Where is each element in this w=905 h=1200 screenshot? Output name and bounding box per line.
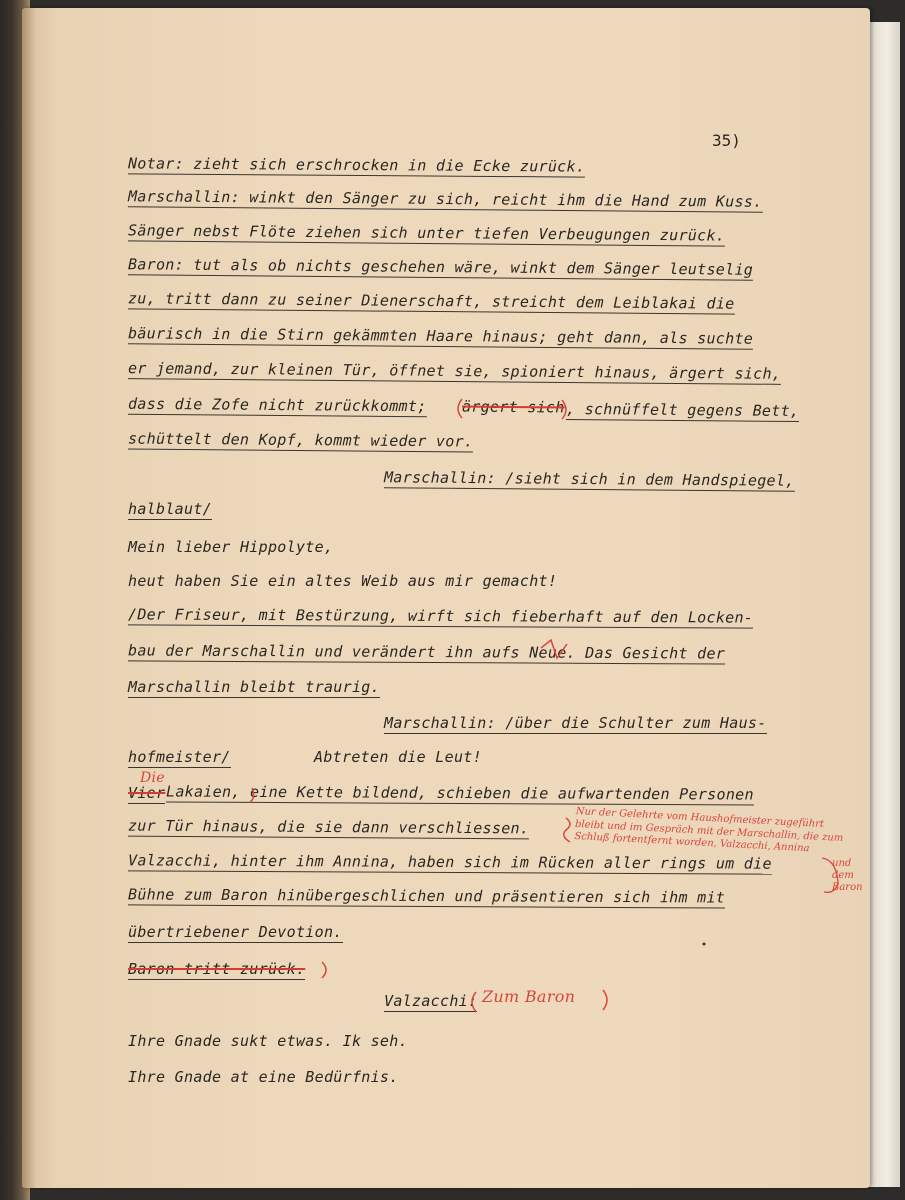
text-line-9: schüttelt den Kopf, kommt wieder vor. [127, 429, 474, 451]
dialogue-line-2: heut haben Sie ein altes Weib aus mir gemacht! [128, 572, 558, 590]
red-annotation-zum-baron: Zum Baron [482, 987, 576, 1006]
dialogue-line-5: Ihre Gnade at eine Bedürfnis. [128, 1068, 399, 1086]
dialogue-line-3: Abtreten die Leut! [314, 748, 482, 766]
text-line-4: Baron: tut als ob nichts geschehen wäre, winkt dem Sänger leutselig [127, 255, 754, 279]
text-line-lakaien-1: Lakaien, eine Kette bildend, schieben die aufwartenden Personen [165, 782, 754, 804]
text-line-valzacchi-2: Bühne zum Baron hinübergeschlichen und präsentieren sich ihm mit [127, 885, 726, 907]
struck-word-vier: Vier [128, 784, 166, 802]
correction-die: Die [140, 770, 165, 786]
struck-line-baron: Baron tritt zurück. [128, 960, 306, 978]
text-line-3: Sänger nebst Flöte ziehen sich unter tiefen Verbeugungen zurück. [127, 221, 726, 245]
speaker-marschallin-2: Marschallin: /über die Schulter zum Haus- [384, 714, 767, 732]
text-line-friseur-1: /Der Friseur, mit Bestürzung, wirft sich fieberhaft auf den Locken- [127, 605, 754, 627]
struck-text: ärgert sich [461, 397, 565, 417]
text-line-friseur-2: bau der Marschallin und verändert ihn aufs Neue. Das Gesicht der [127, 641, 726, 663]
text-line-lakaien-2: zur Tür hinaus, die sie dann verschliessen. [127, 816, 530, 838]
text-line-6: bäurisch in die Stirn gekämmten Haare hinaus; geht dann, als suchte [127, 324, 754, 348]
text-line-5: zu, tritt dann zu seiner Dienerschaft, streicht dem Leiblakai die [127, 289, 735, 313]
speaker-marschallin-1: Marschallin: /sieht sich in dem Handspiegel, [383, 468, 795, 490]
text-line-valzacchi-3: übertriebener Devotion. [128, 923, 343, 941]
stage-direction-hofmeister: hofmeister/ [128, 748, 231, 766]
red-margin-note: Nur der Gelehrte vom Haushofmeister zugeführt bleibt und im Gespräch mit der Marschallin, die zum Schluß fortentfernt worden, Valzacchi, Annina [574, 806, 844, 855]
red-margin-note-side: und dem Baron [832, 858, 863, 893]
dialogue-line-1: Mein lieber Hippolyte, [128, 538, 334, 556]
stage-direction-halblaut: halblaut/ [128, 500, 212, 518]
text-line-2: Marschallin: winkt den Sänger zu sich, reicht ihm die Hand zum Kuss. [127, 187, 763, 211]
speaker-valzacchi: Valzacchi: [384, 992, 478, 1010]
text-line-1: Notar: zieht sich erschrocken in die Ecke zurück. [127, 154, 586, 176]
dialogue-line-4: Ihre Gnade sukt etwas. Ik seh. [128, 1032, 408, 1050]
text-line-8a: dass die Zofe nicht zurückkommt; [127, 394, 427, 416]
text-line-friseur-3: Marschallin bleibt traurig. [128, 678, 380, 696]
text-line-valzacchi-1: Valzacchi, hinter ihm Annina, haben sich im Rücken aller rings um die [127, 851, 772, 873]
page-number: 35) [712, 131, 741, 150]
page-gutter-shadow [22, 8, 36, 1188]
text-line-7: er jemand, zur kleinen Tür, öffnet sie, spioniert hinaus, ärgert sich, [127, 359, 782, 383]
text-line-8c: , schnüffelt gegens Bett, [565, 399, 800, 421]
